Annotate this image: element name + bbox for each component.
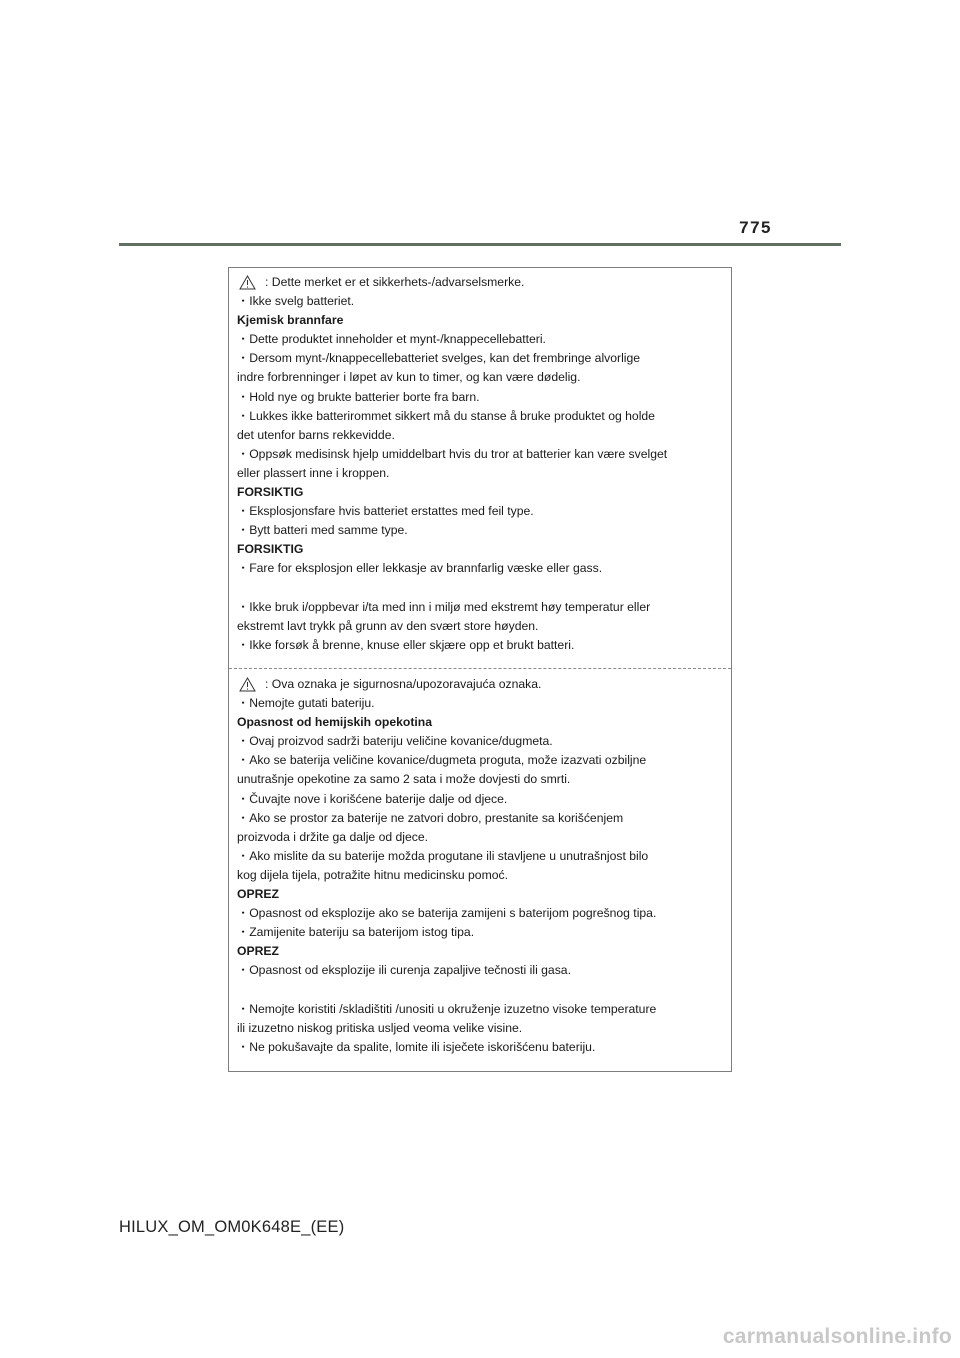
- norwegian-heading: : Dette merket er et sikkerhets-/advarselsmerke.: [265, 275, 525, 289]
- watermark: carmanualsonline.info: [722, 1325, 952, 1348]
- spacer: [237, 579, 725, 598]
- caution-heading: FORSIKTIG: [237, 542, 304, 557]
- list-item: ・ Ovaj proizvod sadrži bateriju veličine kovanice/dugmeta.: [237, 732, 725, 751]
- list-item: ・ Oppsøk medisinsk hjelp umiddelbart hvis du tror at batterier kan være svelget: [237, 445, 725, 464]
- section-heading: Opasnost od hemijskih opekotina: [237, 715, 433, 730]
- list-item: ・ Nemojte koristiti /skladištiti /unositi u okruženje izuzetno visoke temperature: [237, 1000, 725, 1019]
- list-item: ・ Ikke bruk i/oppbevar i/ta med inn i miljø med ekstremt høy temperatur eller: [237, 598, 725, 617]
- caution-heading: FORSIKTIG: [237, 485, 304, 500]
- list-item: ・ Ako se baterija veličine kovanice/dugmeta proguta, može izazvati ozbiljne: [237, 751, 725, 770]
- list-item: ・ Dersom mynt-/knappecellebatteriet svelges, kan det frembringe alvorlige: [237, 349, 725, 368]
- list-item-continuation: kog dijela tijela, potražite hitnu medicinsku pomoć.: [237, 867, 508, 882]
- list-item: ・ Ako se prostor za baterije ne zatvori dobro, prestanite sa korišćenjem: [237, 809, 725, 828]
- list-item: ・ Fare for eksplosjon eller lekkasje av brannfarlig væske eller gass.: [237, 559, 725, 578]
- croatian-heading: : Ova oznaka je sigurnosna/upozoravajuća oznaka.: [265, 677, 542, 691]
- document-code: HILUX_OM_OM0K648E_(EE): [119, 1218, 345, 1236]
- battery-warning-box: [228, 267, 732, 1072]
- norwegian-section: [237, 273, 725, 655]
- list-item: ・ Lukkes ikke batterirommet sikkert må du stanse å bruke produktet og holde: [237, 407, 725, 426]
- list-item-continuation: unutrašnje opekotine za samo 2 sata i može dovjesti do smrti.: [237, 772, 571, 787]
- list-item: ・ Zamijenite bateriju sa baterijom istog tipa.: [237, 923, 725, 942]
- list-item: ・ Ikke forsøk å brenne, knuse eller skjære opp et brukt batteri.: [237, 636, 725, 655]
- caution-heading: OPREZ: [237, 887, 279, 902]
- list-item: ・ Bytt batteri med samme type.: [237, 521, 725, 540]
- list-item: ・ Ako mislite da su baterije možda progutane ili stavljene u unutrašnjost bilo: [237, 847, 725, 866]
- list-item: ・ Hold nye og brukte batterier borte fra barn.: [237, 388, 725, 407]
- list-item-continuation: det utenfor barns rekkevidde.: [237, 427, 395, 442]
- list-item: ・ Ikke svelg batteriet.: [237, 292, 725, 311]
- norwegian-heading-row: [237, 273, 725, 292]
- warning-triangle-icon: [239, 677, 256, 692]
- list-item-continuation: ili izuzetno niskog pritiska usljed veoma velike visine.: [237, 1020, 523, 1035]
- list-item: ・ Opasnost od eksplozije ili curenja zapaljive tečnosti ili gasa.: [237, 961, 725, 980]
- list-item: ・ Opasnost od eksplozije ako se baterija zamijeni s baterijom pogrešnog tipa.: [237, 904, 725, 923]
- warning-triangle-icon: [239, 275, 256, 290]
- caution-heading: OPREZ: [237, 944, 279, 959]
- list-item: ・ Dette produktet inneholder et mynt-/knappecellebatteri.: [237, 330, 725, 349]
- croatian-heading-row: [237, 675, 725, 694]
- spacer: [237, 981, 725, 1000]
- list-item-continuation: proizvoda i držite ga dalje od djece.: [237, 829, 429, 844]
- croatian-section: [237, 675, 725, 1057]
- section-heading: Kjemisk brannfare: [237, 313, 344, 328]
- list-item-continuation: ekstremt lavt trykk på grunn av den svært store høyden.: [237, 618, 539, 633]
- list-item-continuation: indre forbrenninger i løpet av kun to timer, og kan være dødelig.: [237, 370, 581, 385]
- list-item: ・ Nemojte gutati bateriju.: [237, 694, 725, 713]
- header-rule: [119, 243, 841, 246]
- page-number: 775: [739, 218, 772, 237]
- list-item-continuation: eller plassert inne i kroppen.: [237, 465, 390, 480]
- section-divider: [229, 668, 731, 669]
- list-item: ・ Eksplosjonsfare hvis batteriet erstattes med feil type.: [237, 502, 725, 521]
- list-item: ・ Čuvajte nove i korišćene baterije dalje od djece.: [237, 790, 725, 809]
- list-item: ・ Ne pokušavajte da spalite, lomite ili isječete iskorišćenu bateriju.: [237, 1038, 725, 1057]
